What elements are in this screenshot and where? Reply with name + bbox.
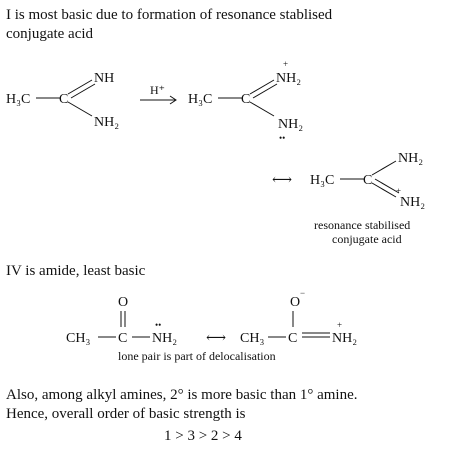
resonance-arrow: ⟷ bbox=[272, 173, 293, 188]
product-plus-charge: + bbox=[283, 59, 289, 69]
caption-conjugate-acid: conjugate acid bbox=[332, 232, 402, 246]
resonance-minus-charge: − bbox=[300, 288, 306, 298]
conclusion-line-1: Also, among alkyl amines, 2° is more basic than 1° amine. bbox=[6, 387, 358, 403]
amide-oxygen: O bbox=[118, 295, 129, 310]
reactant-amine: NH₂ bbox=[94, 115, 120, 130]
product-iminium: NH₂ bbox=[276, 71, 302, 86]
resonance-amide-plus-charge: + bbox=[337, 320, 343, 330]
product-methyl: H₃C bbox=[188, 92, 213, 107]
reactant-methyl: H₃C bbox=[6, 92, 31, 107]
resonance-amine: NH₂ bbox=[398, 151, 424, 166]
reagent-label: H⁺ bbox=[150, 83, 165, 97]
amide-resonance-arrow: ⟷ bbox=[206, 331, 227, 346]
product-central-carbon: C bbox=[241, 92, 251, 107]
amide-lone-pair: •• bbox=[155, 320, 162, 330]
resonance-oxygen: O bbox=[290, 295, 301, 310]
basicity-order: 1 > 3 > 2 > 4 bbox=[164, 428, 242, 444]
reactant-imine: NH bbox=[94, 71, 115, 86]
resonance-central-carbon: C bbox=[363, 173, 373, 188]
intro-line-2: conjugate acid bbox=[6, 26, 94, 42]
amide-heading: IV is amide, least basic bbox=[6, 263, 146, 279]
reactant-central-carbon: C bbox=[59, 92, 69, 107]
resonance-iminium: NH₂ bbox=[400, 195, 426, 210]
resonance-methyl: H₃C bbox=[310, 173, 335, 188]
caption-resonance-stabilised: resonance stabilised bbox=[314, 218, 411, 232]
resonance-plus-charge: + bbox=[396, 186, 402, 196]
resonance-amide-carbon: C bbox=[288, 331, 298, 346]
amide-nitrogen: NH₂ bbox=[152, 331, 178, 346]
amide-carbon: C bbox=[118, 331, 128, 346]
resonance-amide-iminium: NH₂ bbox=[332, 331, 358, 346]
intro-line-1: I is most basic due to formation of resonance stablised bbox=[6, 7, 333, 23]
delocalisation-caption: lone pair is part of delocalisation bbox=[118, 349, 276, 363]
product-amine: NH₂ bbox=[278, 117, 304, 132]
conclusion-line-2: Hence, overall order of basic strength is bbox=[6, 406, 246, 422]
product-lone-pair: •• bbox=[279, 133, 286, 143]
resonance-amide-methyl: CH₃ bbox=[240, 331, 265, 346]
amide-methyl: CH₃ bbox=[66, 331, 91, 346]
